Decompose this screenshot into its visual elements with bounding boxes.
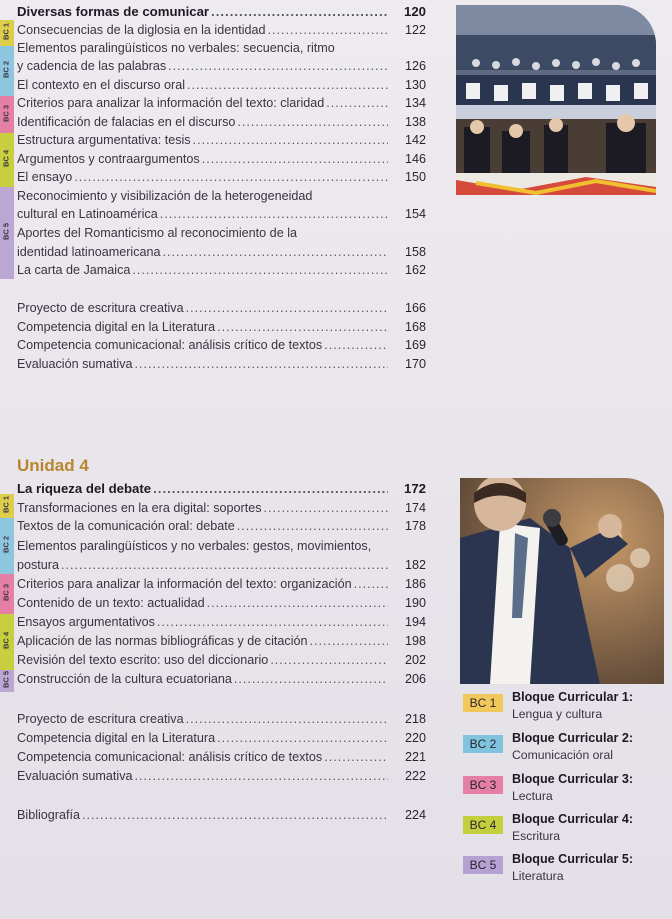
bc3-bar: BC 3: [0, 96, 14, 133]
toc-entry[interactable]: Revisión del texto escrito: uso del diccionario ..... 202: [17, 652, 430, 668]
bc5-bar: BC 5: [0, 670, 14, 692]
toc-entry[interactable]: La carta de Jamaica ..... 162: [17, 262, 430, 278]
bc2-badge: BC 2: [463, 735, 503, 753]
legend-title: Bloque Curricular 1:: [512, 690, 634, 704]
bc2-bar: BC 2: [0, 518, 14, 574]
legend-subtitle: Lengua y cultura: [512, 707, 603, 721]
toc-entry[interactable]: Identificación de falacias en el discurso ..... 138: [17, 114, 430, 130]
legend-subtitle: Literatura: [512, 869, 564, 883]
legend-title: Bloque Curricular 2:: [512, 731, 634, 745]
toc-entry[interactable]: El contexto en el discurso oral ..... 130: [17, 77, 430, 93]
toc-entry[interactable]: Aplicación de las normas bibliográficas y de citación ..... 198: [17, 633, 430, 649]
toc-extra-entry[interactable]: Evaluación sumativa ..... 222: [17, 768, 430, 784]
bc5-bar: BC 5: [0, 187, 14, 279]
bc4-bar: BC 4: [0, 614, 14, 670]
toc-entry[interactable]: postura ..... 182: [17, 557, 430, 573]
toc-entry[interactable]: El ensayo ..... 150: [17, 169, 430, 185]
bc5-badge: BC 5: [463, 856, 503, 874]
legend-title: Bloque Curricular 4:: [512, 812, 634, 826]
toc-entry[interactable]: y cadencia de las palabras ..... 126: [17, 58, 430, 74]
bc4-bar: BC 4: [0, 133, 14, 187]
toc-extra-entry[interactable]: Competencia digital en la Literatura ..... 168: [17, 319, 430, 335]
toc-entry[interactable]: Criterios para analizar la información del texto: claridad ..... 134: [17, 95, 430, 111]
toc-extra-entry[interactable]: Proyecto de escritura creativa ..... 218: [17, 711, 430, 727]
toc-extra-entry[interactable]: Evaluación sumativa ..... 170: [17, 356, 430, 372]
toc-entry[interactable]: Construcción de la cultura ecuatoriana ..... 206: [17, 671, 430, 687]
bc1-bar: BC 1: [0, 494, 14, 518]
legend-subtitle: Lectura: [512, 789, 553, 803]
legend-subtitle: Escritura: [512, 829, 561, 843]
speaker-microphone-photo: [460, 478, 664, 684]
bc4-badge: BC 4: [463, 816, 503, 834]
bc3-bar: BC 3: [0, 574, 14, 614]
bc2-bar: BC 2: [0, 46, 14, 96]
toc-entry[interactable]: identidad latinoamericana ..... 158: [17, 244, 430, 260]
bc1-bar: BC 1: [0, 20, 14, 46]
toc-extra-entry[interactable]: Competencia digital en la Literatura ..... 220: [17, 730, 430, 746]
toc-entry[interactable]: Estructura argumentativa: tesis ..... 142: [17, 132, 430, 148]
toc-entry[interactable]: Argumentos y contraargumentos ..... 146: [17, 151, 430, 167]
toc-entry-line: Aportes del Romanticismo al reconocimiento de la: [17, 226, 297, 240]
unit-heading: Unidad 4: [17, 456, 89, 475]
legend-title: Bloque Curricular 3:: [512, 772, 634, 786]
toc-entry-line: Elementos paralingüísticos y no verbales: gestos, movimientos,: [17, 539, 372, 553]
toc-entry[interactable]: Textos de la comunicación oral: debate ..... 178: [17, 518, 430, 534]
bc3-badge: BC 3: [463, 776, 503, 794]
toc-entry[interactable]: Contenido de un texto: actualidad ..... 190: [17, 595, 430, 611]
toc-extra-entry[interactable]: Proyecto de escritura creativa ..... 166: [17, 300, 430, 316]
conference-hall-photo: [456, 5, 656, 195]
toc-extra-entry[interactable]: Competencia comunicacional: análisis crítico de textos ..... 221: [17, 749, 430, 765]
toc-entry[interactable]: Transformaciones en la era digital: soportes ..... 174: [17, 500, 430, 516]
toc-entry[interactable]: Criterios para analizar la información del texto: organización ..... 186: [17, 576, 430, 592]
toc-entry-line: Elementos paralingüísticos no verbales: secuencia, ritmo: [17, 41, 335, 55]
toc-entry[interactable]: Consecuencias de la diglosia en la identidad ..... 122: [17, 22, 430, 38]
toc-bibliography-entry[interactable]: Bibliografía ..... 224: [17, 807, 430, 823]
toc-entry[interactable]: Ensayos argumentativos ..... 194: [17, 614, 430, 630]
toc-entry[interactable]: Diversas formas de comunicar ..... 120: [17, 4, 430, 20]
bc1-badge: BC 1: [463, 694, 503, 712]
toc-unit-4: [17, 0, 430, 919]
toc-entry[interactable]: cultural en Latinoamérica ..... 154: [17, 206, 430, 222]
legend-subtitle: Comunicación oral: [512, 748, 613, 762]
toc-extra-entry[interactable]: Competencia comunicacional: análisis crítico de textos ..... 169: [17, 337, 430, 353]
legend-title: Bloque Curricular 5:: [512, 852, 634, 866]
toc-entry-line: Reconocimiento y visibilización de la heterogeneidad: [17, 189, 313, 203]
toc-entry[interactable]: La riqueza del debate ..... 172: [17, 481, 430, 497]
